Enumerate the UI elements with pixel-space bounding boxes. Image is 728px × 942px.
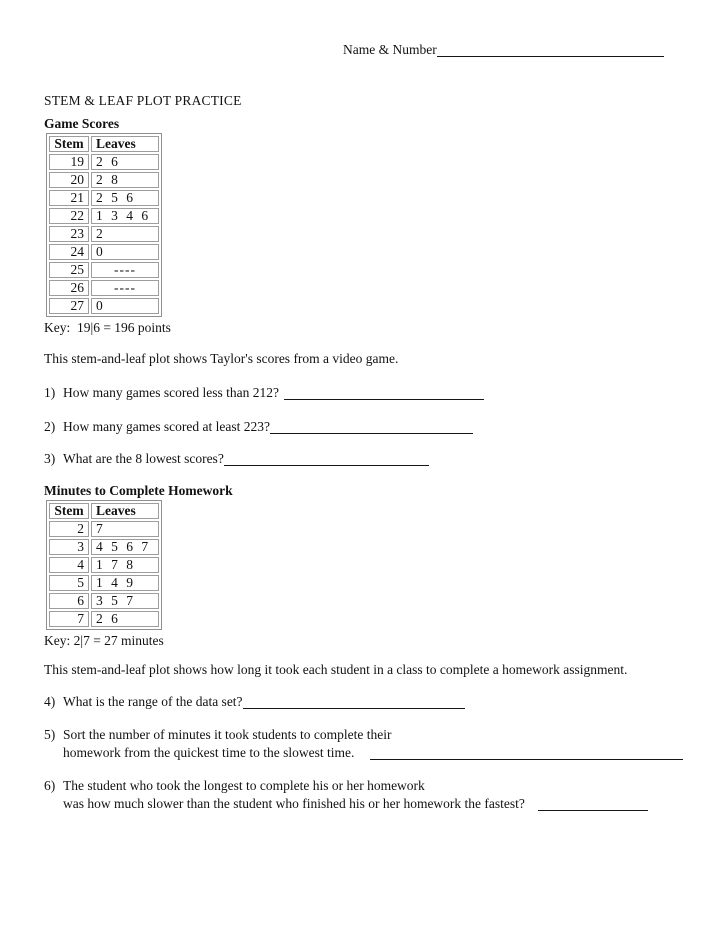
homework-description: This stem-and-leaf plot shows how long it took each student in a class to complete a homework assignment. [44,662,628,677]
stem-value: 24 [49,244,89,260]
question-4-answer-blank [243,696,465,709]
stem-value: 6 [49,593,89,609]
question-3 [44,450,684,467]
leaves-value: 0 [91,298,159,314]
leaves-value: 1 4 9 [91,575,159,591]
stem-value: 5 [49,575,89,591]
game-scores-heading: Game Scores [44,116,120,131]
stem-leaf-row [49,262,159,278]
stem-value: 23 [49,226,89,242]
homework-key: Key: 2|7 = 27 minutes [44,633,164,648]
stem-value: 21 [49,190,89,206]
stem-value: 27 [49,298,89,314]
question-3-number: 3) [44,451,56,466]
stem-leaf-row [49,154,159,170]
question-4 [44,693,684,710]
stem-column-header: Stem [49,503,89,519]
stem-column-header: Stem [49,136,89,152]
question-6-number: 6) [44,778,56,793]
game-scores-key: Key: 19|6 = 196 points [44,320,171,335]
stem-leaf-row [49,298,159,314]
leaves-value: 2 8 [91,172,159,188]
stem-leaf-row [49,557,159,573]
stem-leaf-row [49,226,159,242]
question-3-text: What are the 8 lowest scores? [63,451,224,466]
question-2 [44,418,684,435]
question-5-text-line1: Sort the number of minutes it took students to complete their [63,727,392,742]
leaves-value: 1 7 8 [91,557,159,573]
stem-value: 2 [49,521,89,537]
stem-leaf-row [49,521,159,537]
leaves-value: 0 [91,244,159,260]
leaves-value: 4 5 6 7 [91,539,159,555]
question-1-answer-blank [284,387,484,400]
question-1-text: How many games scored less than 212? [63,385,279,400]
stem-leaf-row [49,280,159,296]
question-5-text-line2: homework from the quickest time to the slowest time. [63,745,355,760]
leaves-value: 3 5 7 [91,593,159,609]
name-number-blank [437,44,664,57]
homework-heading: Minutes to Complete Homework [44,483,233,498]
stem-leaf-row [49,208,159,224]
question-1 [44,384,684,401]
stem-value: 22 [49,208,89,224]
name-number-line [343,41,684,58]
question-6-text-line2: was how much slower than the student who finished his or her homework the fastest? [63,796,525,811]
stem-leaf-row [49,593,159,609]
game-scores-table [46,133,162,317]
worksheet-title: STEM & LEAF PLOT PRACTICE [44,93,242,108]
leaves-value: ---- [91,280,159,296]
stem-value: 3 [49,539,89,555]
leaves-value: 2 [91,226,159,242]
question-6 [44,777,684,813]
stem-leaf-row [49,611,159,627]
stem-leaf-row [49,575,159,591]
question-2-text: How many games scored at least 223? [63,419,270,434]
table-header-row [49,503,159,519]
leaves-value: 7 [91,521,159,537]
leaves-value: 2 5 6 [91,190,159,206]
leaves-value: 2 6 [91,154,159,170]
leaves-value: 1 3 4 6 [91,208,159,224]
stem-value: 26 [49,280,89,296]
question-3-answer-blank [224,453,429,466]
question-6-answer-blank [538,798,648,811]
question-5-answer-blank [370,747,683,760]
question-5-number: 5) [44,727,56,742]
leaves-value: ---- [91,262,159,278]
question-5 [44,726,684,762]
stem-value: 20 [49,172,89,188]
question-2-answer-blank [270,421,473,434]
stem-value: 19 [49,154,89,170]
question-6-text-line1: The student who took the longest to complete his or her homework [63,778,425,793]
question-2-number: 2) [44,419,56,434]
stem-value: 25 [49,262,89,278]
stem-leaf-row [49,190,159,206]
table-header-row [49,136,159,152]
leaves-column-header: Leaves [91,503,159,519]
stem-value: 4 [49,557,89,573]
game-scores-description: This stem-and-leaf plot shows Taylor's scores from a video game. [44,351,399,366]
leaves-column-header: Leaves [91,136,159,152]
question-4-text: What is the range of the data set? [63,694,243,709]
question-4-number: 4) [44,694,56,709]
stem-leaf-row [49,244,159,260]
stem-leaf-row [49,539,159,555]
stem-leaf-row [49,172,159,188]
homework-table [46,500,162,630]
stem-value: 7 [49,611,89,627]
name-number-label: Name & Number [343,42,437,57]
question-1-number: 1) [44,385,56,400]
leaves-value: 2 6 [91,611,159,627]
